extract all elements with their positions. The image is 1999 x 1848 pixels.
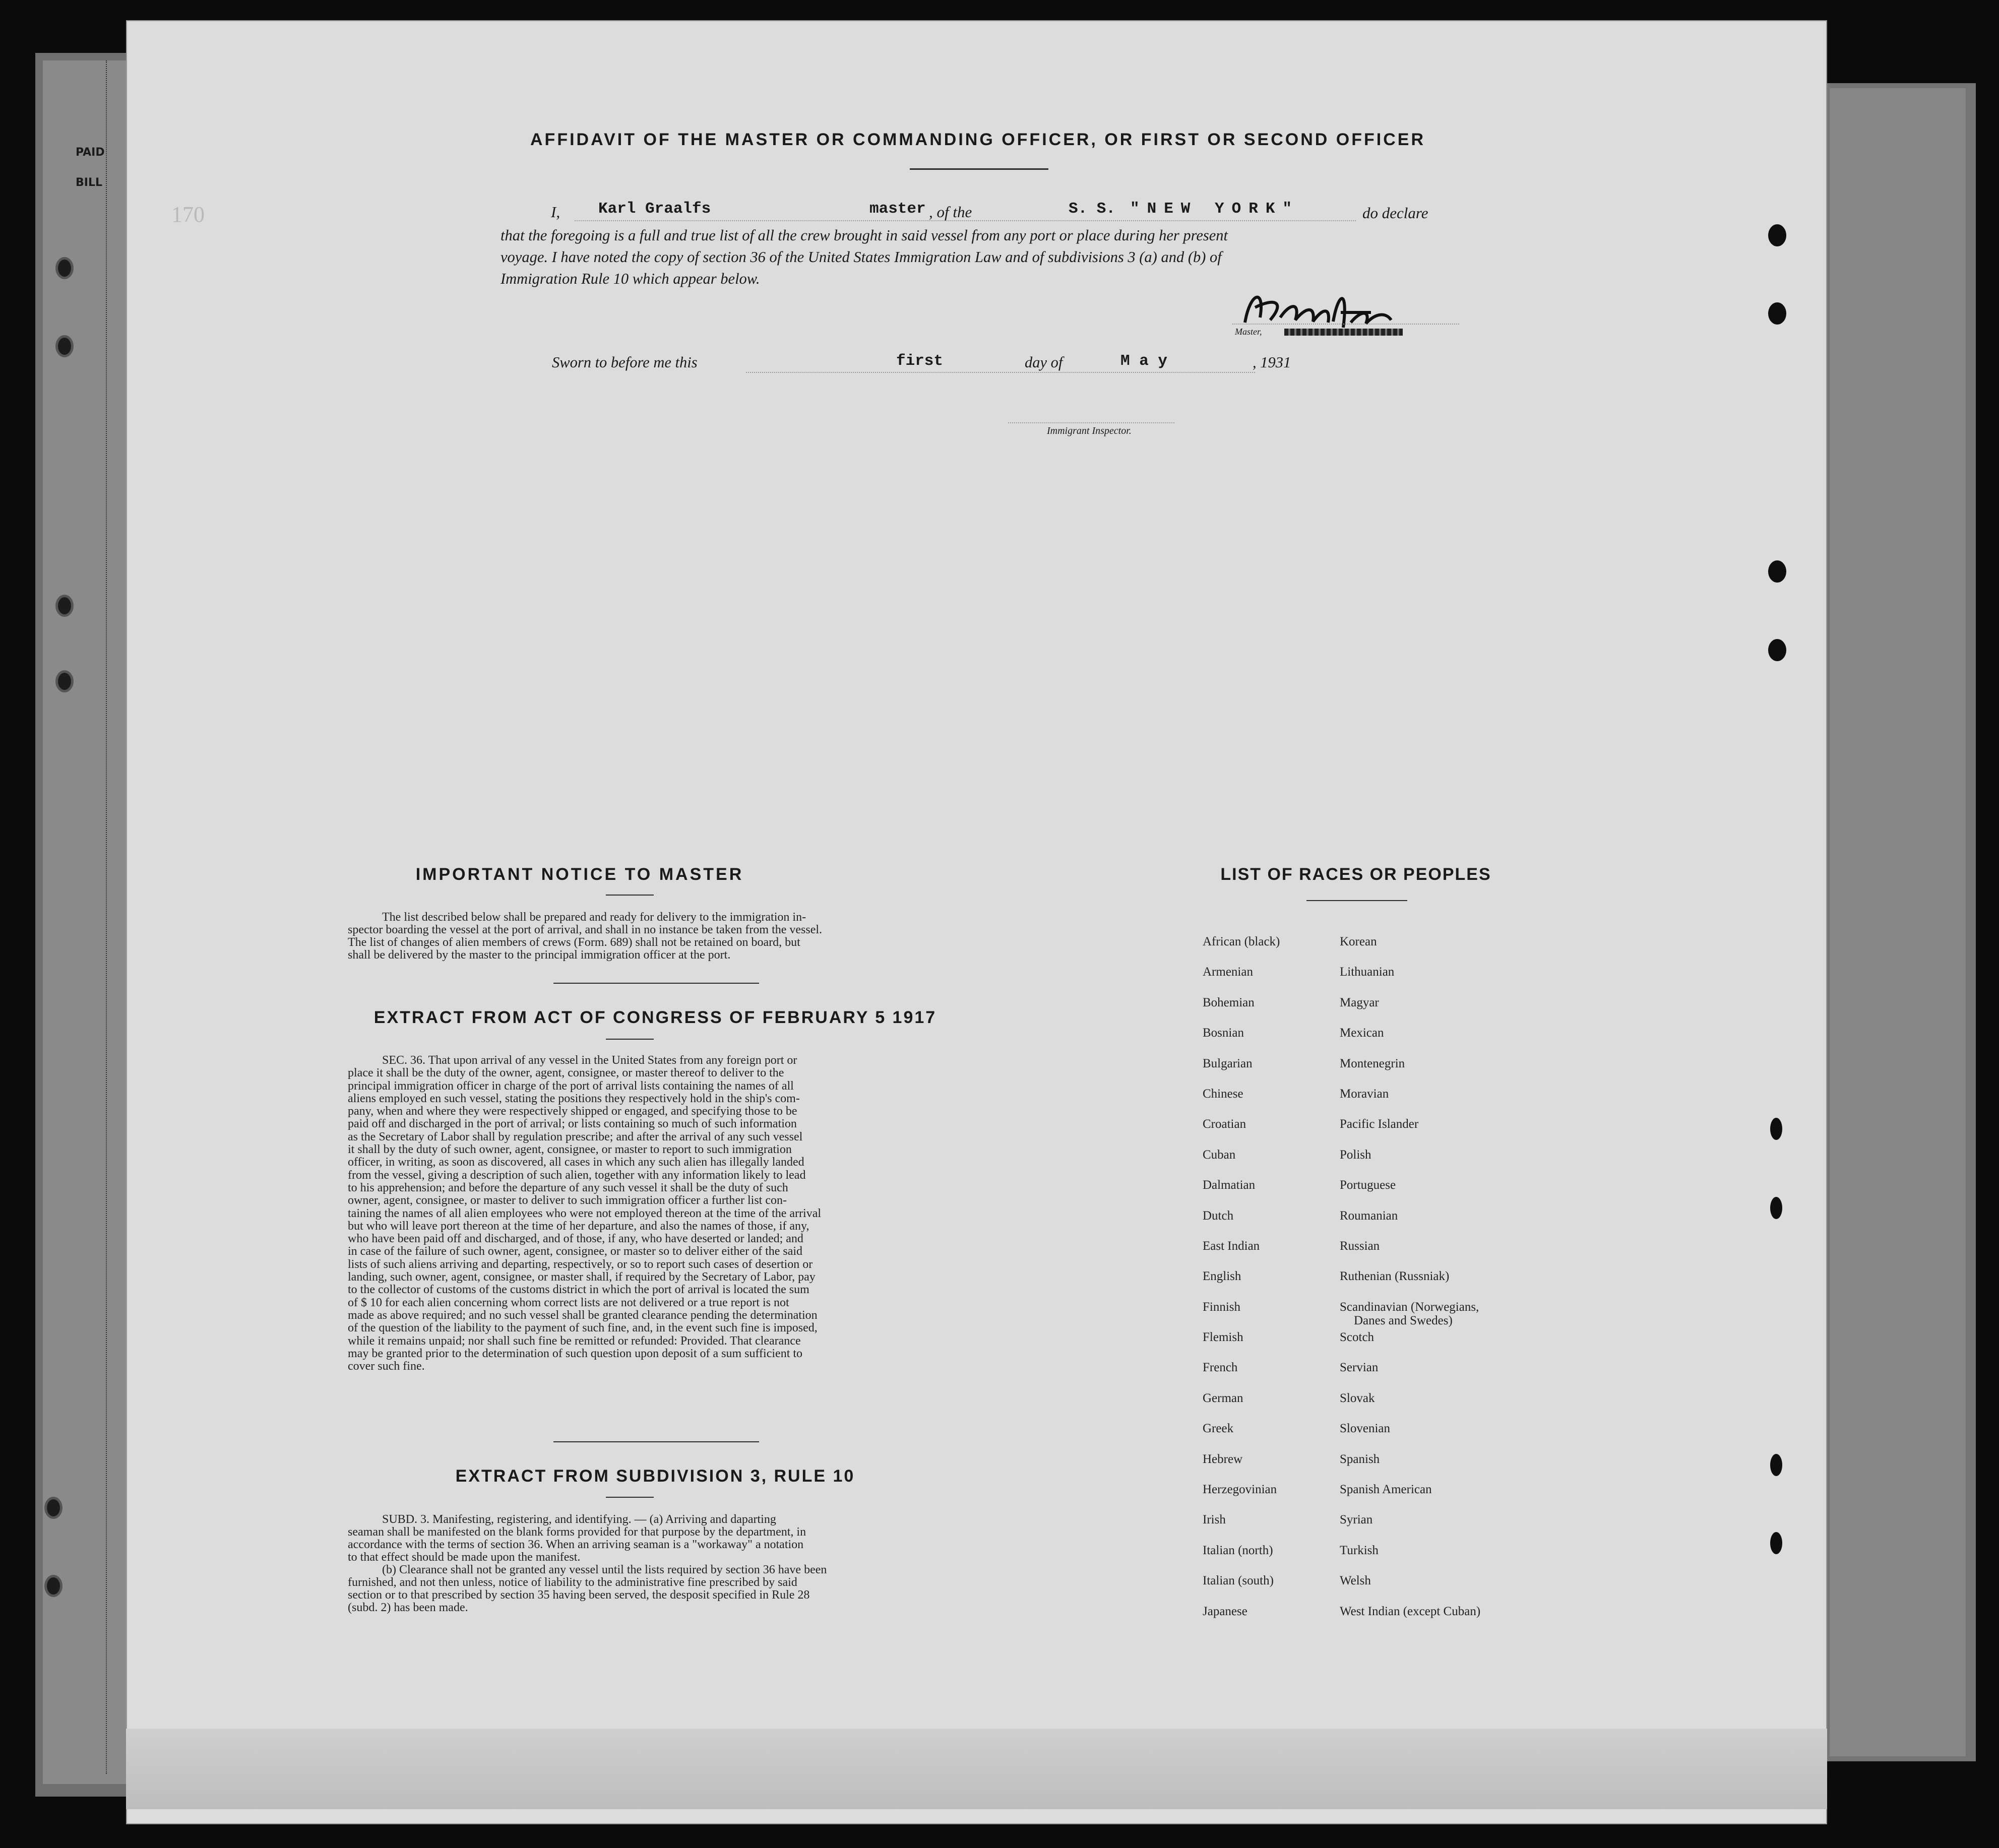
struck-out-title [1284, 329, 1403, 336]
act-line: aliens employed en such vessel, stating the positions they respectively hold in the ship's com- [348, 1092, 800, 1105]
race-item: Greek [1203, 1422, 1234, 1436]
page-hole [1770, 1118, 1782, 1140]
master-name: Karl Graalfs [598, 200, 711, 218]
act-line: place it shall be the duty of the owner, agent, consignee, or master thereof to deliver to the [348, 1066, 784, 1080]
race-item: Servian [1340, 1361, 1379, 1375]
act-line: it shall by the duty of such owner, agent, consignee, or master to report to such immigration [348, 1143, 792, 1157]
race-item: Cuban [1203, 1148, 1236, 1162]
race-item: African (black) [1203, 935, 1280, 948]
act-line: lists of such aliens arriving and departing, respectively, or so to report such cases of desertion or [348, 1257, 813, 1271]
sworn-year: , 1931 [1253, 354, 1291, 371]
race-item: West Indian (except Cuban) [1340, 1604, 1481, 1618]
binder-right-inner [1830, 88, 1966, 1756]
notice-line: The list described below shall be prepared and ready for delivery to the immigration in- [382, 911, 806, 924]
act-line: principal immigration officer in charge of the port of arrival lists containing the names of all [348, 1079, 794, 1093]
margin-stamp-paid: PAID [76, 146, 105, 159]
race-item-continuation: Danes and Swedes) [1354, 1313, 1453, 1327]
act-line: of the question of the liability to the payment of such fine, and, in the event such fine is imposed, [348, 1321, 818, 1335]
races-column-2 [1340, 935, 1480, 1635]
act-line: may be granted prior to the determination of such question upon deposit of a sum sufficient to [348, 1347, 803, 1360]
act-line: SEC. 36. That upon arrival of any vessel in the United States from any foreign port or [382, 1054, 797, 1067]
race-item: Bosnian [1203, 1026, 1244, 1040]
race-item: Slovak [1340, 1391, 1375, 1405]
race-item: Russian [1340, 1239, 1380, 1253]
race-item: Flemish [1203, 1330, 1243, 1345]
act-title-rule [606, 1039, 654, 1040]
rule-extract-title: EXTRACT FROM SUBDIVISION 3, RULE 10 [455, 1467, 855, 1486]
race-item: Herzegovinian [1203, 1483, 1277, 1497]
race-item: Syrian [1340, 1513, 1373, 1527]
notice-end-rule [553, 983, 759, 984]
signature-line [1232, 324, 1459, 325]
race-item: Croatian [1203, 1117, 1246, 1131]
affidavit-pronoun: I, [551, 203, 560, 221]
of-the-label: , of the [929, 203, 972, 221]
race-item: French [1203, 1361, 1238, 1375]
rule-line: seaman shall be manifested on the blank forms provided for that purpose by the department, in [348, 1525, 806, 1539]
binder-hole [55, 335, 74, 357]
race-item: Bulgarian [1203, 1056, 1253, 1070]
rule-line: (subd. 2) has been made. [348, 1601, 468, 1614]
act-line: taining the names of all alien employees who were not employed thereon at the time of the arrival [348, 1206, 822, 1220]
race-item: Ruthenian (Russniak) [1340, 1269, 1450, 1284]
race-item: English [1203, 1269, 1241, 1284]
rule-line: (b) Clearance shall not be granted any vessel until the lists required by section 36 have been [382, 1563, 827, 1576]
inspector-line [1008, 422, 1174, 423]
act-extract-title: EXTRACT FROM ACT OF CONGRESS OF FEBRUARY 5 1917 [373, 1008, 937, 1027]
act-end-rule [553, 1441, 759, 1442]
race-item: Dutch [1203, 1208, 1234, 1223]
binder-hole [44, 1575, 63, 1597]
race-item: Hebrew [1203, 1452, 1243, 1466]
race-item: Dalmatian [1203, 1178, 1256, 1192]
act-line: while it remains unpaid; nor shall such fine be remitted or refunded: Provided. That clearance [348, 1334, 801, 1348]
notice-paragraph [348, 911, 963, 962]
race-item: Polish [1340, 1148, 1371, 1162]
title-rule [910, 168, 1048, 170]
act-line: owner, agent, consignee, or master to deliver to such immigration officer a further list con- [348, 1194, 787, 1207]
affidavit-line-4: Immigration Rule 10 which appear below. [501, 270, 760, 287]
affidavit-line-2: that the foregoing is a full and true list of all the crew brought in said vessel from any port or place during her present [501, 227, 1228, 244]
race-item: Spanish [1340, 1452, 1380, 1466]
notice-title: IMPORTANT NOTICE TO MASTER [415, 865, 744, 884]
rule-paragraph [348, 1513, 963, 1614]
rule-line: to that effect should be made upon the manifest. [348, 1551, 581, 1564]
affidavit-line-3: voyage. I have noted the copy of section 36 of the United States Immigration Law and of subdivisions 3 (a) and (b) of [501, 248, 1222, 266]
act-line: cover such fine. [348, 1360, 425, 1373]
binder-hole [55, 595, 74, 617]
rule-line: furnished, and not then unless, notice of liability to the administrative fine prescribed by said [348, 1576, 797, 1589]
faint-page-number: 170 [171, 202, 205, 227]
race-item: East Indian [1203, 1239, 1260, 1253]
races-title: LIST OF RACES OR PEOPLES [1220, 865, 1491, 884]
inspector-caption: Immigrant Inspector. [1047, 425, 1132, 436]
race-item: Moravian [1340, 1087, 1389, 1101]
notice-title-rule [606, 895, 654, 896]
signature-caption: Master, [1235, 327, 1262, 337]
race-item: Spanish American [1340, 1483, 1432, 1497]
act-line: paid off and discharged in the port of arrival; or lists containing so much of such information [348, 1117, 797, 1131]
page-hole [1768, 224, 1786, 246]
sworn-day: first [896, 352, 944, 370]
page-hole [1770, 1454, 1782, 1476]
binder-left-inner [43, 60, 129, 1784]
act-line: made as above required; and no such vessel shall be granted clearance pending the determination [348, 1308, 818, 1322]
race-item: Roumanian [1340, 1208, 1398, 1223]
race-item: Chinese [1203, 1087, 1243, 1101]
do-declare-label: do declare [1362, 204, 1428, 222]
act-line: pany, when and where they were respectively shipped or engaged, and specifying those to be [348, 1105, 797, 1118]
race-item-multiline [1340, 1300, 1480, 1330]
act-line: in case of the failure of such owner, agent, consignee, or master so to deliver either of the said [348, 1245, 803, 1258]
race-item: Welsh [1340, 1574, 1371, 1588]
binder-hole [55, 257, 74, 279]
race-item: Magyar [1340, 995, 1379, 1009]
act-line: to the collector of customs of the customs district in which the port of arrival is located the sum [348, 1283, 809, 1297]
master-rank: master [869, 200, 926, 218]
binder-hole [55, 670, 74, 692]
page-hole [1770, 1197, 1782, 1219]
race-item: Irish [1203, 1513, 1226, 1527]
page-hole [1768, 639, 1786, 661]
sworn-fill-line [746, 372, 1255, 373]
act-line: but who will leave port thereon at the time of her departure, and also the names of those, if any, [348, 1219, 809, 1233]
race-item: Turkish [1340, 1543, 1379, 1557]
rule-line: accordance with the terms of section 36. When an arriving seaman is a "workaway" a notation [348, 1538, 804, 1551]
act-line: who have been paid off and discharged, and of those, if any, who have deserted or landed; and [348, 1232, 803, 1246]
act-line: landing, such owner, agent, consignee, or master shall, if required by the Secretary of Labor, pay [348, 1270, 816, 1284]
page-hole [1768, 302, 1786, 325]
act-line: to his apprehension; and before the departure of any such vessel it shall be the duty of such [348, 1181, 788, 1194]
vessel-prefix: S. S. [1069, 200, 1116, 218]
act-line: officer, in writing, as soon as discovered, all cases in which any such alien has illegally landed [348, 1156, 804, 1169]
race-item: Armenian [1203, 965, 1253, 979]
notice-line: The list of changes of alien members of crews (Form. 689) shall not be retained on board, but [348, 936, 800, 949]
rule-line: SUBD. 3. Manifesting, registering, and identifying. — (a) Arriving and daparting [382, 1513, 776, 1526]
race-item: Mexican [1340, 1026, 1384, 1040]
affidavit-title: AFFIDAVIT OF THE MASTER OR COMMANDING OFFICER, OR FIRST OR SECOND OFFICER [530, 130, 1425, 149]
rule-line: section or to that prescribed by section 35 having been served, the desposit specified in Rule 28 [348, 1588, 810, 1602]
race-item: Scotch [1340, 1330, 1375, 1345]
notice-line: spector boarding the vessel at the port of arrival, and shall in no instance be taken from the vessel. [348, 923, 823, 936]
rule-title-rule [606, 1497, 654, 1498]
race-item: Italian (south) [1203, 1574, 1274, 1588]
race-item: German [1203, 1391, 1243, 1405]
notice-line: shall be delivered by the master to the principal immigration officer at the port. [348, 948, 731, 962]
binder-hole [44, 1497, 63, 1519]
page-bottom-fold [126, 1729, 1827, 1809]
margin-stamp-bill: BILL [76, 176, 102, 189]
race-item: Pacific Islander [1340, 1117, 1419, 1131]
race-item: Japanese [1203, 1604, 1247, 1618]
vessel-name: "NEW YORK" [1130, 200, 1300, 218]
race-item: Korean [1340, 935, 1377, 948]
race-item: Italian (north) [1203, 1543, 1273, 1557]
perforated-edge [91, 60, 107, 1774]
race-item: Bohemian [1203, 995, 1255, 1009]
race-item: Scandinavian (Norwegians, [1340, 1300, 1479, 1314]
act-paragraph [348, 1054, 963, 1373]
act-line: from the vessel, giving a description of such alien, together with any information likely to lead [348, 1168, 806, 1182]
act-line: as the Secretary of Labor shall by regulation prescribe; and after the arrival of any such vessel [348, 1130, 803, 1143]
race-item: Portuguese [1340, 1178, 1396, 1192]
act-line: of $ 10 for each alien concerning whom correct lists are not delivered or a true report is not [348, 1296, 789, 1309]
race-item: Finnish [1203, 1300, 1241, 1314]
race-item: Slovenian [1340, 1422, 1390, 1436]
races-column-1 [1203, 935, 1280, 1635]
day-of-label: day of [1025, 354, 1063, 371]
page-hole [1770, 1532, 1782, 1554]
race-item: Montenegrin [1340, 1056, 1405, 1070]
sworn-label: Sworn to before me this [552, 354, 698, 371]
race-item: Lithuanian [1340, 965, 1395, 979]
sworn-month: M a y [1120, 352, 1168, 370]
page-hole [1768, 560, 1786, 583]
races-title-rule [1306, 900, 1407, 901]
